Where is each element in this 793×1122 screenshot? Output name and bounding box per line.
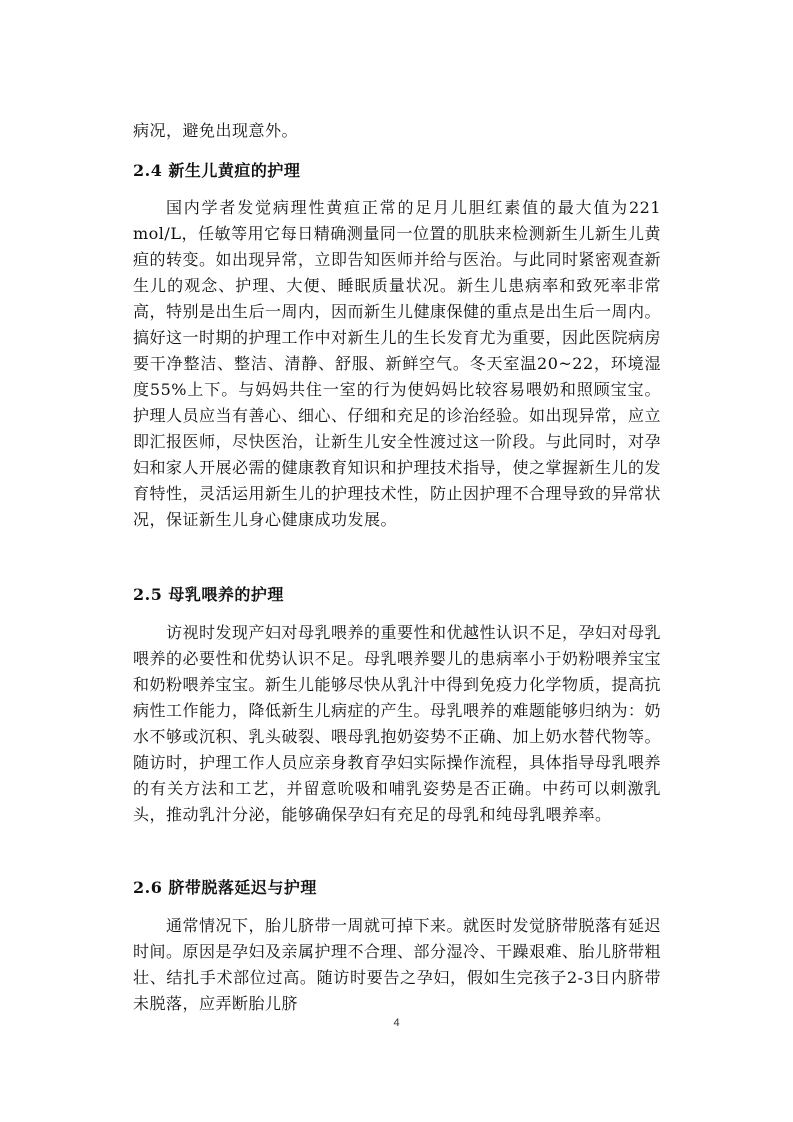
section-paragraph-2-4: 国内学者发觉病理性黄疸正常的足月儿胆红素值的最大值为221 mol/L，任敏等用它每日精确测量同一位置的肌肤来检测新生儿新生儿黄疸的转变。如出现异常，立即告知医师并给与医治。与此同时紧密观查新生儿的观念、护理、大便、睡眠质量状况。新生儿患病率和致死率非常高，特别是出生后一周内，因而新生儿健康保健的重点是出生后一周内。搞好这一时期的护理工作中对新生儿的生长发育尤为重要，因此医院病房要干净整洁、整洁、清静、舒服、新鲜空气。冬天室温20~22，环境湿度55%上下。与妈妈共住一室的行为使妈妈比较容易喂奶和照顾宝宝。护理人员应当有善心、细心、仔细和充足的诊治经验。如出现异常，应立即汇报医师，尽快医治，让新生儿安全性渡过这一阶段。与此同时，对孕妇和家人开展必需的健康教育知识和护理技术指导，使之掌握新生儿的发育特性，灵活运用新生儿的护理技术性，防止因护理不合理导致的异常状况，保证新生儿身心健康成功发展。: [133, 198, 662, 529]
section-heading-2-6: 2.6 脐带脱落延迟与护理: [133, 878, 317, 897]
section-paragraph-2-5: 访视时发现产妇对母乳喂养的重要性和优越性认识不足，孕妇对母乳喂养的必要性和优势认识不足。母乳喂养婴儿的患病率小于奶粉喂养宝宝和奶粉喂养宝宝。新生儿能够尽快从乳汁中得到免疫力化学物质，提高抗病性工作能力，降低新生儿病症的产生。母乳喂养的难题能够归纳为：奶水不够或沉积、乳头破裂、喂母乳抱奶姿势不正确、加上奶水替代物等。随访时，护理工作人员应亲身教育孕妇实际操作流程，具体指导母乳喂养的有关方法和工艺，并留意吮吸和哺乳姿势是否正确。中药可以刺激乳头，推动乳汁分泌，能够确保孕妇有充足的母乳和纯母乳喂养率。: [133, 623, 662, 824]
section-heading-2-5: 2.5 母乳喂养的护理: [133, 585, 284, 604]
page-number: 4: [393, 1017, 400, 1029]
section-heading-2-4: 2.4 新生儿黄疸的护理: [133, 161, 301, 180]
carryover-paragraph: 病况，避免出现意外。: [133, 121, 299, 140]
section-paragraph-2-6: 通常情况下，胎儿脐带一周就可掉下来。就医时发觉脐带脱落有延迟时间。原因是孕妇及亲属护理不合理、部分湿冷、干躁艰难、胎儿脐带粗壮、结扎手术部位过高。随访时要告之孕妇，假如生完孩子2-3日内脐带未脱落，应弄断胎儿脐: [133, 916, 662, 1013]
